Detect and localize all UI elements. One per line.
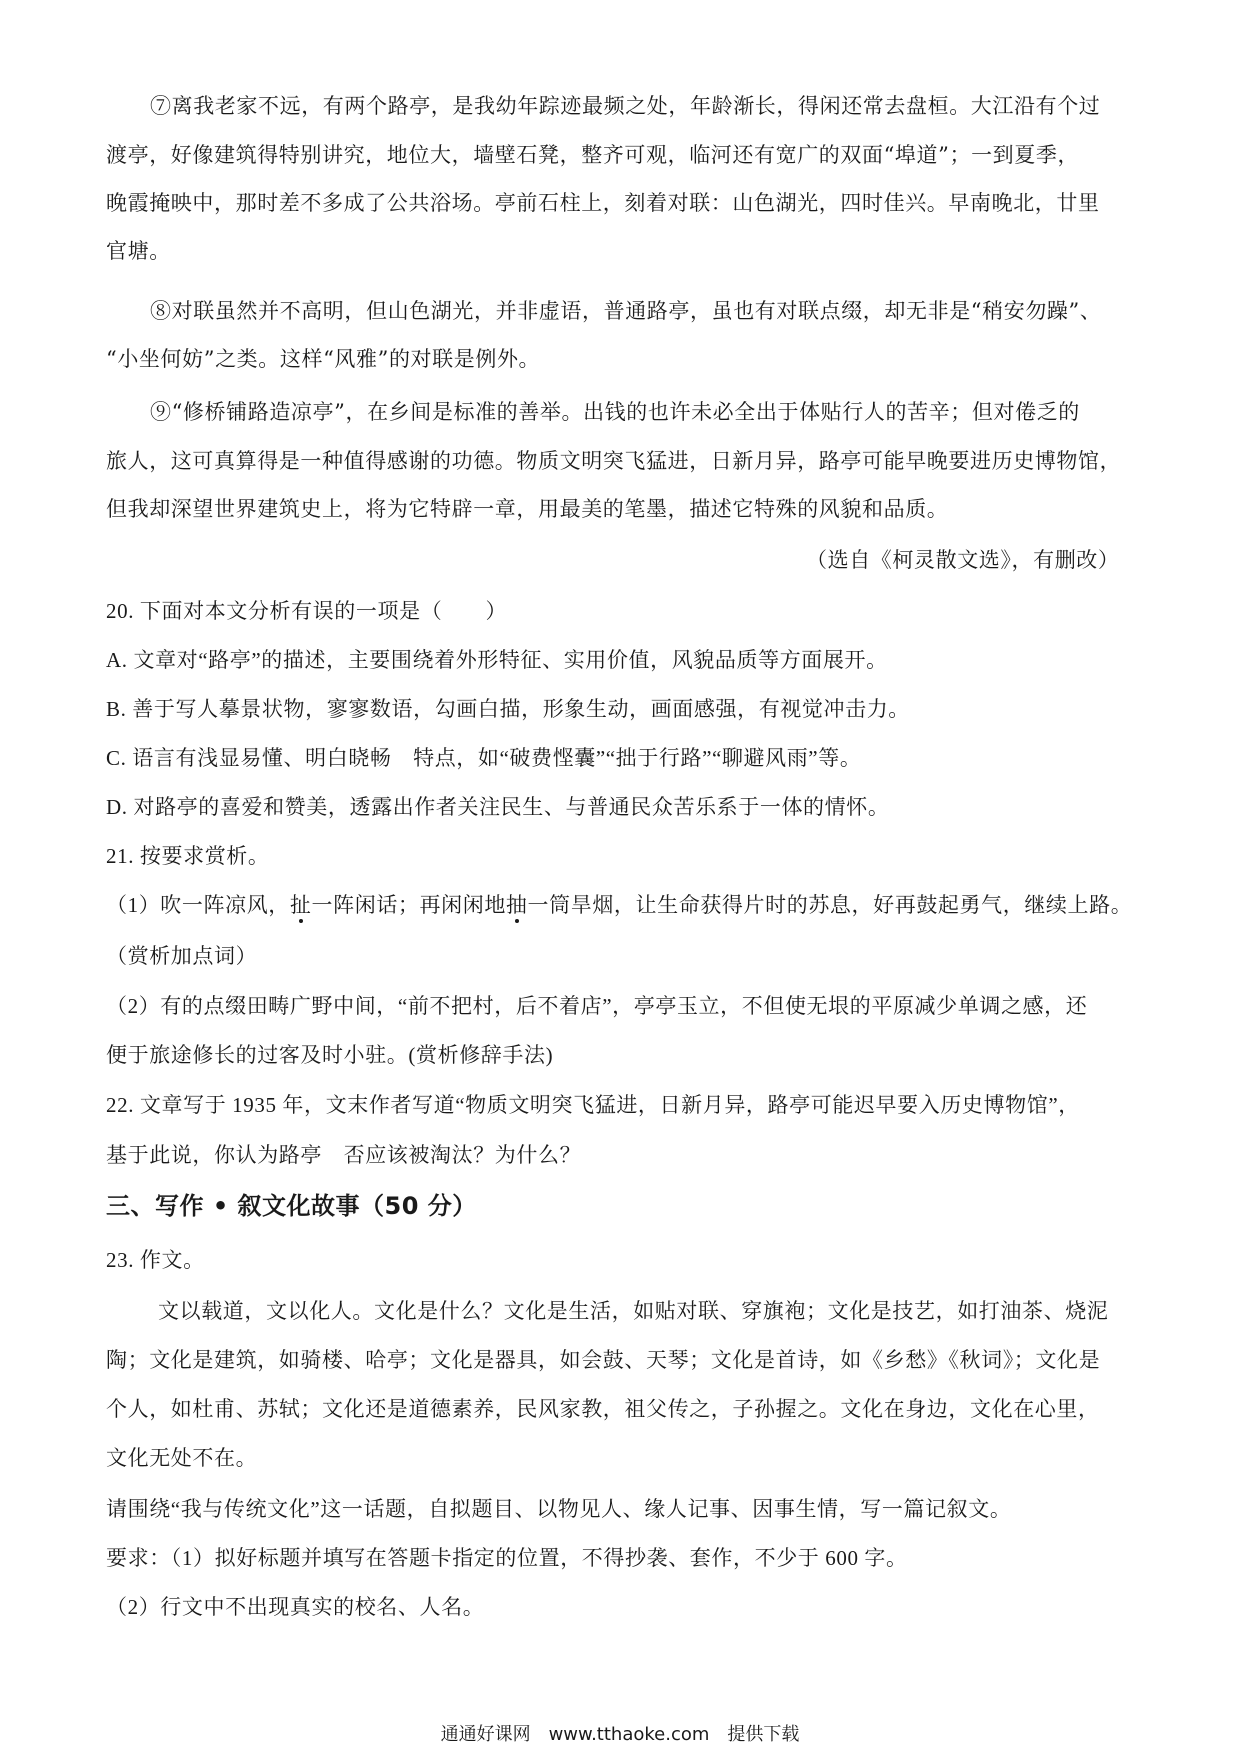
q20-option-b: B. 善于写人摹景状物，寥寥数语，勾画白描，形象生动，画面感强，有视觉冲击力。 [106, 697, 910, 721]
q21-s1-dotted-word-1: 扯 [289, 893, 312, 917]
q23-material-line-2: 陶；文化是建筑，如骑楼、哈亭；文化是器具，如会鼓、天琴；文化是首诗，如《乡愁》《秋词》；文化是 [106, 1348, 1101, 1372]
q21-s1-mid: 一阵闲话；再闲闲地 [311, 893, 506, 917]
passage-p7-line-2: 渡亭，好像建筑得特别讲究，地位大，墙壁石凳，整齐可观，临河还有宽广的双面“埠道”；一到夏季， [106, 143, 1080, 167]
q20-option-c: C. 语言有浅显易懂、明白晓畅 特点，如“破费悭囊”“拙于行路”“聊避风雨”等。 [106, 746, 862, 770]
q21-s1-note: （赏析加点词） [106, 944, 258, 968]
passage-p7-line-1: ⑦离我老家不远，有两个路亭，是我幼年踪迹最频之处，年龄渐长，得闲还常去盘桓。大江沿有个过 [150, 94, 1101, 118]
q21-s1-dotted-word-2: 抽 [505, 893, 528, 917]
q23-material-line-1: 文以载道，文以化人。文化是什么？文化是生活，如贴对联、穿旗袍；文化是技艺，如打油茶、烧泥 [158, 1299, 1109, 1323]
q20-option-d: D. 对路亭的喜爱和赞美，透露出作者关注民生、与普通民众苦乐系于一体的情怀。 [106, 795, 890, 819]
q23-material-line-4: 文化无处不在。 [106, 1446, 258, 1470]
q20-option-a: A. 文章对“路亭”的描述，主要围绕着外形特征、实用价值，风貌品质等方面展开。 [106, 648, 888, 672]
section-3-heading: 三、写作 • 叙文化故事（50 分） [106, 1192, 477, 1220]
passage-p8-line-1: ⑧对联虽然并不高明，但山色湖光，并非虚语，普通路亭，虽也有对联点缀，却无非是“稍安勿躁”、 [150, 299, 1102, 323]
q23-stem: 23. 作文。 [106, 1248, 205, 1272]
q23-requirement-2: （2）行文中不出现真实的校名、人名。 [106, 1595, 485, 1619]
q20-stem: 20. 下面对本文分析有误的一项是（ ） [106, 599, 508, 623]
q23-task: 请围绕“我与传统文化”这一话题，自拟题目、以物见人、缘人记事、因事生情，写一篇记叙文。 [106, 1497, 1012, 1521]
passage-p7-line-3: 晚霞掩映中，那时差不多成了公共浴场。亭前石柱上，刻着对联：山色湖光，四时佳兴。早南晚北，廿里 [106, 191, 1100, 215]
q22-line-2: 基于此说，你认为路亭 否应该被淘汰？为什么？ [106, 1143, 582, 1167]
passage-p9-line-2: 旅人，这可真算得是一种值得感谢的功德。物质文明突飞猛进，日新月异，路亭可能早晚要进历史博物馆， [106, 449, 1122, 473]
q22-line-1: 22. 文章写于 1935 年，文末作者写道“物质文明突飞猛进，日新月异，路亭可能迟早要入历史博物馆”， [106, 1093, 1080, 1117]
q21-sentence-2-line-1: （2）有的点缀田畴广野中间，“前不把村，后不着店”，亭亭玉立，不但使无垠的平原减少单调之感，还 [106, 994, 1088, 1018]
passage-p7-line-4: 官塘。 [106, 239, 171, 263]
passage-p9-line-1: ⑨“修桥铺路造凉亭”，在乡间是标准的善举。出钱的也许未必全出于体贴行人的苦辛；但对倦乏的 [150, 400, 1080, 424]
q23-material-line-3: 个人，如杜甫、苏轼；文化还是道德素养，民风家教，祖父传之，子孙握之。文化在身边，文化在心里， [106, 1397, 1100, 1421]
passage-p8-line-2: “小坐何妨”之类。这样“风雅”的对联是例外。 [106, 347, 541, 371]
q21-s1-post: 一筒旱烟，让生命获得片时的苏息，好再鼓起勇气，继续上路。 [527, 893, 1133, 917]
q21-sentence-1 [106, 890, 1132, 920]
q21-sentence-2-line-2: 便于旅途修长的过客及时小驻。(赏析修辞手法) [106, 1043, 554, 1067]
passage-source: （选自《柯灵散文选》，有删改） [806, 548, 1120, 572]
page-footer: 通通好课网 www.tthaoke.com 提供下载 [440, 1724, 800, 1745]
q23-requirement-1: 要求：（1）拟好标题并填写在答题卡指定的位置，不得抄袭、套作，不少于 600 字。 [106, 1546, 908, 1570]
q21-s1-pre: （1）吹一阵凉风， [106, 893, 290, 917]
q21-stem: 21. 按要求赏析。 [106, 844, 270, 868]
passage-p9-line-3: 但我却深望世界建筑史上，将为它特辟一章，用最美的笔墨，描述它特殊的风貌和品质。 [106, 497, 949, 521]
